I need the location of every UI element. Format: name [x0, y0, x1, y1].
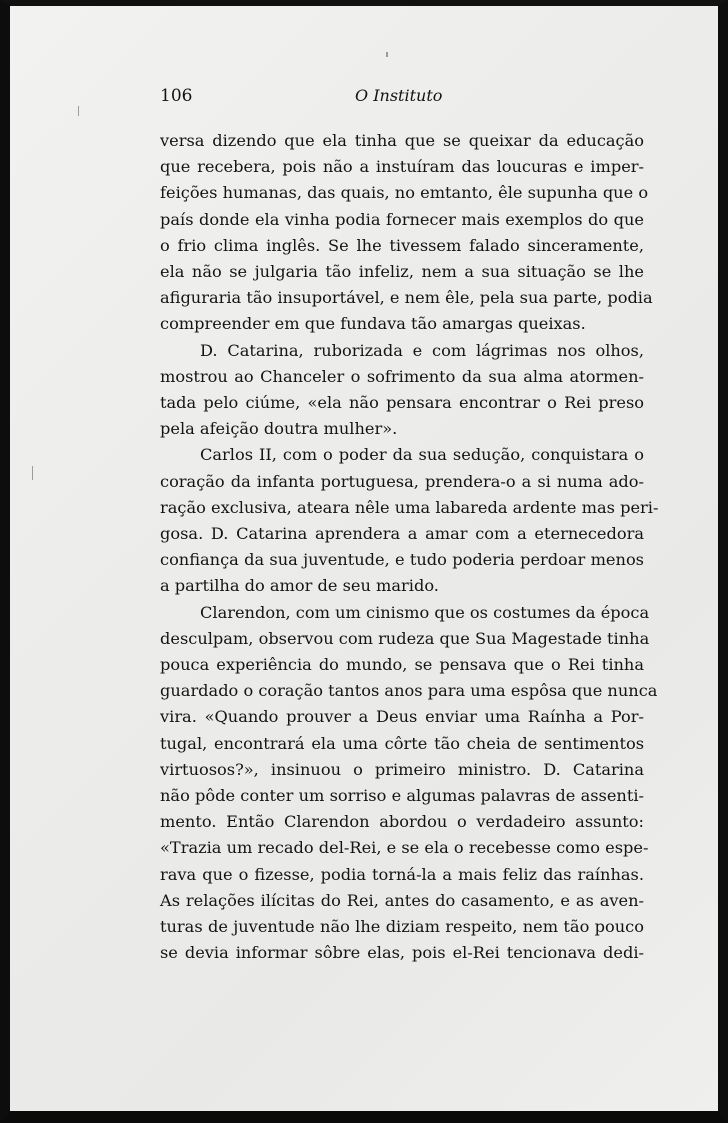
text-line: mostrou ao Chanceler o sofrimento da sua alma atormen- [160, 366, 644, 386]
text-line: tada pelo ciúme, «ela não pensara encontrar o Rei preso [160, 393, 644, 413]
text-line: compreender em que fundava tão amargas queixas. [160, 314, 586, 334]
text-line: desculpam, observou com rudeza que Sua Magestade tinha [160, 628, 650, 648]
text-line: «Trazia um recado del-Rei, e se ela o recebesse como espe- [160, 838, 649, 858]
text-line: país donde ela vinha podia fornecer mais exemplos do que [160, 209, 644, 229]
text-line: confiança da sua juventude, e tudo poderia perdoar menos [160, 550, 644, 570]
text-line: Clarendon, com um cinismo que os costumes da época [200, 602, 650, 622]
text-line: Carlos II, com o poder da sua sedução, conquistara o [200, 445, 644, 465]
text-line: rava que o fizesse, podia torná-la a mais feliz das raínhas. [160, 864, 644, 884]
text-line: guardado o coração tantos anos para uma espôsa que nunca [160, 681, 658, 701]
paragraph-4 [160, 600, 658, 967]
text-line: se devia informar sôbre elas, pois el-Rei tencionava dedi- [160, 943, 644, 963]
text-line: pouca experiência do mundo, se pensava que o Rei tinha [160, 655, 644, 675]
text-line: a partilha do amor de seu marido. [160, 576, 439, 596]
text-line: não pôde conter um sorriso e algumas palavras de assenti- [160, 786, 644, 806]
page-number: 106 [160, 86, 193, 106]
text-line: coração da infanta portuguesa, prendera-o a si numa ado- [160, 471, 644, 491]
text-line: mento. Então Clarendon abordou o verdadeiro assunto: [160, 812, 644, 832]
text-line: afiguraria tão insuportável, e nem êle, pela sua parte, podia [160, 288, 653, 308]
text-line: As relações ilícitas do Rei, antes do casamento, e as aven- [160, 890, 644, 910]
text-line: virtuosos?», insinuou o primeiro ministro. D. Catarina [160, 759, 644, 779]
paragraph-2 [160, 338, 644, 443]
paragraph-3 [160, 442, 659, 599]
text-line: turas de juventude não lhe diziam respeito, nem tão pouco [160, 917, 644, 937]
text-line: pela afeição doutra mulher». [160, 419, 398, 439]
paragraph-1 [160, 128, 653, 338]
scan-speck [32, 466, 33, 480]
running-title: O Instituto [355, 86, 443, 105]
text-line: versa dizendo que ela tinha que se queixar da educação [160, 131, 644, 150]
text-line: ração exclusiva, ateara nêle uma labareda ardente mas peri- [160, 497, 659, 517]
body-text [160, 128, 659, 967]
text-line: o frio clima inglês. Se lhe tivessem falado sinceramente, [160, 235, 644, 255]
text-line: tugal, encontrará ela uma côrte tão cheia de sentimentos [160, 733, 644, 753]
scan-speck [386, 52, 388, 57]
scan-speck [78, 106, 79, 116]
text-line: D. Catarina, ruborizada e com lágrimas nos olhos, [200, 340, 644, 360]
text-line: que recebera, pois não a instuíram das loucuras e imper- [160, 157, 644, 177]
text-line: vira. «Quando prouver a Deus enviar uma Raínha a Por- [160, 707, 644, 727]
text-line: ela não se julgaria tão infeliz, nem a sua situação se lhe [160, 262, 644, 282]
text-line: gosa. D. Catarina aprendera a amar com a eternecedora [160, 524, 644, 544]
page-header [160, 86, 660, 112]
text-line: feições humanas, das quais, no emtanto, êle supunha que o [160, 183, 649, 203]
